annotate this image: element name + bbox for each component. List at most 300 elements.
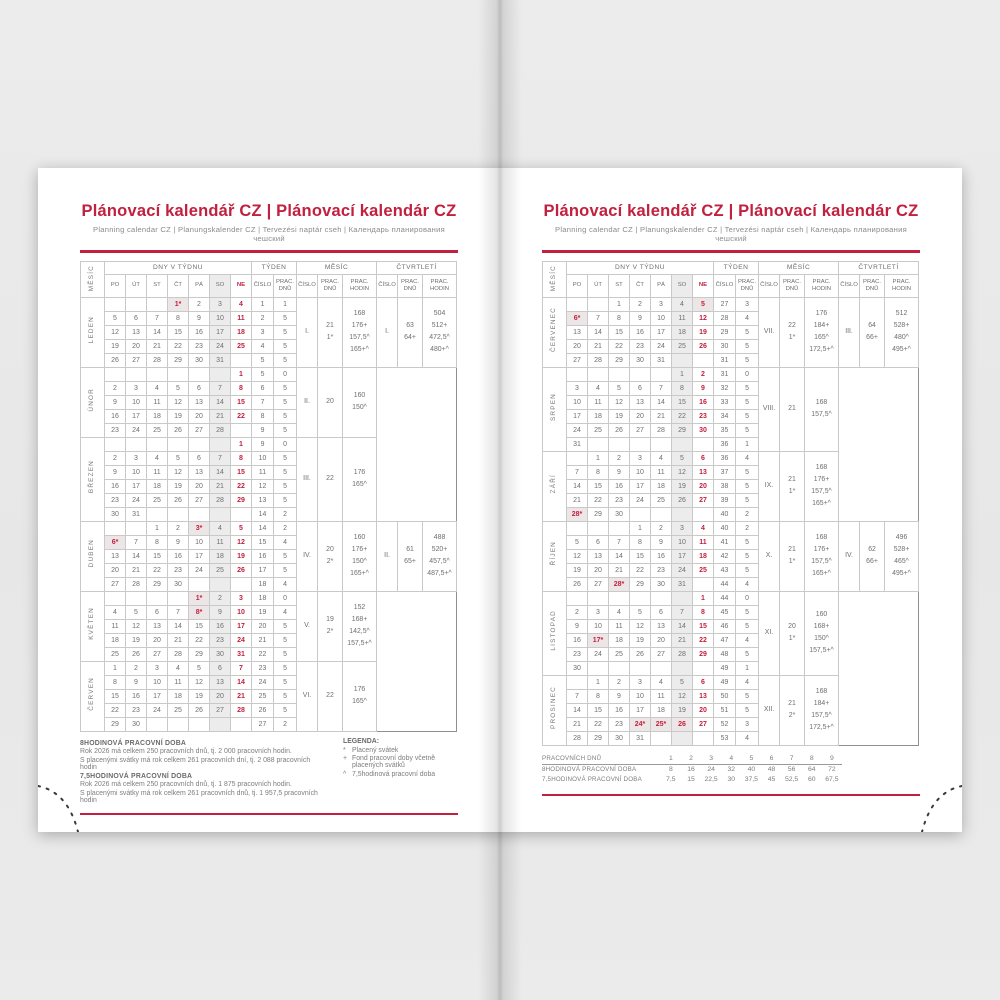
- value-line: 168: [815, 533, 828, 541]
- right-page: [500, 168, 962, 832]
- empty-day-cell: [168, 717, 189, 731]
- value-line: 157,5^: [811, 488, 832, 496]
- day-cell: 2: [651, 521, 672, 535]
- week-workdays-cell: 4: [736, 311, 759, 325]
- value-line: 2*: [326, 628, 334, 636]
- day-cell: 30: [609, 731, 630, 745]
- week-row: [543, 703, 919, 717]
- week-number-cell: 18: [252, 591, 274, 605]
- day-cell: 20: [567, 339, 588, 353]
- month-hours-cell: [805, 451, 839, 521]
- day-cell: 23: [693, 409, 714, 423]
- empty-day-cell: [567, 367, 588, 381]
- page-subtitle: Planning calendar CZ | Planungskalender CZ | Tervezési naptár cseh | Календарь планирования чешский: [555, 225, 907, 243]
- week-workdays-cell: 5: [274, 409, 297, 423]
- day-cell: 5: [231, 521, 252, 535]
- value-line: 150^: [352, 404, 367, 412]
- day-cell: 28*: [609, 577, 630, 591]
- empty-day-cell: [567, 675, 588, 689]
- empty-day-cell: [693, 437, 714, 451]
- day-cell: 13: [693, 465, 714, 479]
- day-cell: 6: [210, 661, 231, 675]
- month-number-cell: I.: [297, 297, 318, 367]
- work-time-note: [80, 738, 456, 804]
- value-line: 157,5+^: [347, 640, 372, 648]
- week-number-cell: 41: [714, 535, 736, 549]
- day-name-header: ČT: [630, 274, 651, 297]
- week-number-cell: 4: [252, 339, 274, 353]
- header-row-groups: [543, 261, 919, 274]
- day-cell: 5: [189, 661, 210, 675]
- value-line: 2*: [788, 712, 796, 720]
- month-block: [543, 675, 919, 745]
- day-cell: 23: [105, 423, 126, 437]
- value-line: 62: [868, 546, 876, 554]
- month-name-cell: [81, 521, 105, 591]
- month-block: [543, 367, 919, 451]
- month-name: ČERVENEC: [550, 307, 558, 353]
- week-number-cell: 29: [714, 325, 736, 339]
- value-line: 22: [326, 475, 334, 483]
- quarter-number-header: ČÍSLO: [839, 274, 860, 297]
- day-cell: 9: [630, 311, 651, 325]
- week-workdays-cell: 5: [736, 605, 759, 619]
- week-number-cell: 38: [714, 479, 736, 493]
- day-cell: 6*: [105, 535, 126, 549]
- value-line: 150^: [814, 635, 829, 643]
- month-block: [543, 451, 919, 521]
- week-row: [81, 619, 457, 633]
- day-cell: 3*: [189, 521, 210, 535]
- week-number-cell: 49: [714, 661, 736, 675]
- month-name-cell: [543, 521, 567, 591]
- value-line: 184+: [813, 700, 830, 708]
- day-cell: 10: [147, 675, 168, 689]
- week-row: [81, 507, 457, 521]
- day-cell: 3: [126, 451, 147, 465]
- day-cell: 30: [126, 717, 147, 731]
- week-workdays-cell: 5: [736, 689, 759, 703]
- value-line: 160: [353, 392, 366, 400]
- value-line: 20: [326, 546, 334, 554]
- day-cell: 31: [672, 577, 693, 591]
- value-line: 176: [815, 309, 828, 317]
- day-cell: 12: [105, 325, 126, 339]
- empty-day-cell: [147, 717, 168, 731]
- empty-day-cell: [693, 661, 714, 675]
- day-cell: 17: [147, 689, 168, 703]
- empty-day-cell: [168, 507, 189, 521]
- empty-day-cell: [567, 297, 588, 311]
- mini-value-cell: 72: [828, 766, 836, 774]
- week-number-cell: 5: [252, 353, 274, 367]
- day-cell: 22: [588, 717, 609, 731]
- week-row: [543, 465, 919, 479]
- empty-day-cell: [588, 661, 609, 675]
- month-workdays-cell: [780, 675, 805, 745]
- day-cell: 23: [105, 493, 126, 507]
- day-cell: 25: [588, 423, 609, 437]
- day-cell: 18: [651, 703, 672, 717]
- value-line: 21: [326, 322, 334, 330]
- week-number-cell: 1: [252, 297, 274, 311]
- mini-value-cell: 60: [807, 776, 816, 784]
- month-hours-cell: [805, 675, 839, 745]
- day-cell: 24: [588, 647, 609, 661]
- week-number-cell: 37: [714, 465, 736, 479]
- work-time-line: S placenými svátky má rok celkem 261 pracovních dnů, tj. 1 957,5 pracovních hodin: [80, 789, 318, 804]
- value-line: 21: [788, 476, 796, 484]
- week-workdays-cell: 3: [736, 717, 759, 731]
- day-cell: 16: [567, 633, 588, 647]
- day-cell: 4: [651, 451, 672, 465]
- day-cell: 16: [126, 689, 147, 703]
- title-rule: [80, 250, 458, 253]
- week-number-cell: 35: [714, 423, 736, 437]
- day-cell: 20: [126, 339, 147, 353]
- mesic-column-header: [81, 261, 105, 297]
- month-workdays-header: PRAC. DNŮ: [780, 274, 805, 297]
- day-cell: 29: [588, 507, 609, 521]
- day-cell: 12: [567, 549, 588, 563]
- day-cell: 24*: [630, 717, 651, 731]
- week-number-cell: 12: [252, 479, 274, 493]
- month-number-cell: IX.: [759, 451, 780, 521]
- day-cell: 20: [630, 409, 651, 423]
- day-cell: 29: [630, 577, 651, 591]
- day-cell: 2: [168, 521, 189, 535]
- work-time-text: [80, 738, 325, 804]
- value-line: 168+: [351, 616, 368, 624]
- week-number-cell: 17: [252, 563, 274, 577]
- day-cell: 12: [168, 465, 189, 479]
- empty-day-cell: [672, 731, 693, 745]
- week-number-cell: 19: [252, 605, 274, 619]
- empty-day-cell: [567, 591, 588, 605]
- day-cell: 13: [147, 619, 168, 633]
- week-number-cell: 10: [252, 451, 274, 465]
- week-row: [543, 423, 919, 437]
- value-line: 165^: [352, 481, 367, 489]
- day-cell: 4: [672, 297, 693, 311]
- month-name-cell: [543, 367, 567, 451]
- value-line: 168: [815, 399, 828, 407]
- day-cell: 31: [651, 353, 672, 367]
- day-cell: 25: [147, 423, 168, 437]
- day-cell: 25: [231, 339, 252, 353]
- day-cell: 30: [630, 353, 651, 367]
- day-cell: 26: [609, 423, 630, 437]
- empty-day-cell: [630, 661, 651, 675]
- day-cell: 28: [567, 731, 588, 745]
- empty-day-cell: [231, 423, 252, 437]
- day-cell: 8: [105, 675, 126, 689]
- legend-text: Fond pracovní doby včetně placených svátků: [352, 755, 436, 770]
- value-line: 1*: [326, 334, 334, 342]
- day-cell: 5: [126, 605, 147, 619]
- week-workdays-cell: 5: [736, 353, 759, 367]
- empty-day-cell: [693, 353, 714, 367]
- day-cell: 7: [231, 661, 252, 675]
- month-group-header: MĚSÍC: [759, 261, 839, 274]
- bottom-rule: [542, 794, 920, 796]
- open-planner: [38, 168, 962, 832]
- day-cell: 16: [189, 325, 210, 339]
- day-cell: 17: [126, 479, 147, 493]
- day-cell: 3: [651, 297, 672, 311]
- week-number-cell: 22: [252, 647, 274, 661]
- day-cell: 3: [630, 675, 651, 689]
- week-workdays-cell: 5: [274, 311, 297, 325]
- value-line: 66+: [866, 558, 878, 566]
- empty-day-cell: [126, 367, 147, 381]
- day-cell: 1: [588, 451, 609, 465]
- day-cell: 8*: [189, 605, 210, 619]
- day-cell: 18: [672, 325, 693, 339]
- mini-value-cell: 56: [787, 766, 796, 774]
- day-cell: 24: [147, 703, 168, 717]
- day-cell: 15: [693, 619, 714, 633]
- week-workdays-cell: 5: [274, 325, 297, 339]
- week-number-cell: 5: [252, 367, 274, 381]
- month-number-cell: VII.: [759, 297, 780, 367]
- week-row: [81, 661, 457, 675]
- day-name-header: ÚT: [126, 274, 147, 297]
- day-cell: 14: [168, 619, 189, 633]
- day-cell: 9: [105, 465, 126, 479]
- week-row: [543, 591, 919, 605]
- workdays-hours-table: [542, 754, 842, 785]
- week-number-cell: 16: [252, 549, 274, 563]
- week-number-cell: 6: [252, 381, 274, 395]
- quarter-workdays-cell: [860, 521, 885, 591]
- day-cell: 14: [609, 549, 630, 563]
- value-line: 165^: [352, 698, 367, 706]
- empty-day-cell: [609, 591, 630, 605]
- week-number-cell: 18: [252, 577, 274, 591]
- day-cell: 2: [693, 367, 714, 381]
- day-cell: 12: [231, 535, 252, 549]
- week-row: [81, 521, 457, 535]
- day-cell: 29: [693, 647, 714, 661]
- week-workdays-cell: 4: [274, 577, 297, 591]
- mini-value-cell: 8: [668, 766, 673, 774]
- week-workdays-cell: 1: [274, 297, 297, 311]
- empty-day-cell: [651, 591, 672, 605]
- day-cell: 22: [588, 493, 609, 507]
- month-name-cell: [543, 591, 567, 675]
- day-cell: 27: [567, 353, 588, 367]
- day-cell: 23: [210, 633, 231, 647]
- month-workdays-cell: [780, 451, 805, 521]
- day-cell: 2: [210, 591, 231, 605]
- empty-day-cell: [126, 521, 147, 535]
- empty-day-cell: [189, 577, 210, 591]
- week-row: [543, 395, 919, 409]
- week-row: [543, 717, 919, 731]
- value-line: 157,5^: [811, 411, 832, 419]
- day-cell: 9: [609, 465, 630, 479]
- value-line: 1*: [788, 488, 796, 496]
- days-group-header: DNY V TÝDNU: [567, 261, 714, 274]
- day-cell: 20: [210, 689, 231, 703]
- week-workdays-cell: 5: [274, 675, 297, 689]
- week-number-cell: 49: [714, 675, 736, 689]
- empty-day-cell: [168, 591, 189, 605]
- day-cell: 21: [231, 689, 252, 703]
- mesic-column-label: MĚSÍC: [550, 264, 558, 292]
- day-cell: 5: [672, 675, 693, 689]
- day-cell: 28: [672, 647, 693, 661]
- week-row: [81, 591, 457, 605]
- week-number-cell: 40: [714, 507, 736, 521]
- empty-day-cell: [672, 437, 693, 451]
- week-row: [543, 437, 919, 451]
- value-line: 487,5+^: [427, 570, 452, 578]
- day-cell: 27: [189, 493, 210, 507]
- day-cell: 17: [672, 549, 693, 563]
- day-cell: 26: [630, 647, 651, 661]
- month-workdays-cell: [780, 521, 805, 591]
- day-cell: 23: [567, 647, 588, 661]
- day-cell: 15: [231, 465, 252, 479]
- empty-day-cell: [189, 437, 210, 451]
- week-number-cell: 27: [252, 717, 274, 731]
- week-row: [543, 689, 919, 703]
- day-cell: 8: [672, 381, 693, 395]
- day-cell: 25: [609, 647, 630, 661]
- week-number-cell: 14: [252, 507, 274, 521]
- day-cell: 23: [609, 717, 630, 731]
- value-line: 157,5^: [811, 558, 832, 566]
- value-line: 22: [788, 322, 796, 330]
- week-number-cell: 25: [252, 689, 274, 703]
- day-cell: 27: [147, 647, 168, 661]
- day-cell: 23: [651, 563, 672, 577]
- day-cell: 11: [651, 465, 672, 479]
- day-cell: 24: [231, 633, 252, 647]
- empty-day-cell: [567, 521, 588, 535]
- day-cell: 25: [168, 703, 189, 717]
- empty-day-cell: [693, 731, 714, 745]
- month-name: PROSINEC: [550, 686, 558, 730]
- quarter-workdays-header: PRAC. DNŮ: [398, 274, 423, 297]
- day-cell: 10: [630, 465, 651, 479]
- quarter-workdays-header: PRAC. DNŮ: [860, 274, 885, 297]
- day-cell: 2: [105, 451, 126, 465]
- day-cell: 30: [609, 507, 630, 521]
- day-cell: 21: [672, 633, 693, 647]
- quarter-hours-cell: [423, 297, 457, 367]
- week-workdays-cell: 5: [736, 493, 759, 507]
- day-cell: 27: [210, 703, 231, 717]
- month-name-cell: [543, 297, 567, 367]
- mini-value-cell: 24: [707, 766, 715, 774]
- day-cell: 5: [693, 297, 714, 311]
- day-cell: 21: [210, 409, 231, 423]
- day-cell: 19: [672, 703, 693, 717]
- week-workdays-header: PRAC. DNŮ: [274, 274, 297, 297]
- day-cell: 14: [210, 395, 231, 409]
- mini-value-cell: 45: [767, 776, 776, 784]
- day-cell: 1: [693, 591, 714, 605]
- week-number-cell: 3: [252, 325, 274, 339]
- week-workdays-cell: 5: [736, 395, 759, 409]
- empty-day-cell: [210, 507, 231, 521]
- value-line: 168: [815, 687, 828, 695]
- day-cell: 28: [168, 647, 189, 661]
- day-cell: 4: [231, 297, 252, 311]
- empty-day-cell: [147, 437, 168, 451]
- week-workdays-cell: 5: [274, 381, 297, 395]
- month-name: LISTOPAD: [550, 610, 558, 651]
- empty-day-cell: [672, 353, 693, 367]
- month-number-cell: V.: [297, 591, 318, 661]
- day-cell: 11: [105, 619, 126, 633]
- day-cell: 14: [672, 619, 693, 633]
- day-cell: 28: [588, 353, 609, 367]
- week-row: [81, 633, 457, 647]
- day-cell: 11: [693, 535, 714, 549]
- value-line: 64: [868, 322, 876, 330]
- day-cell: 28: [147, 353, 168, 367]
- mini-value-cell: 3: [701, 754, 721, 765]
- day-cell: 16: [609, 703, 630, 717]
- month-block: [81, 297, 457, 367]
- empty-day-cell: [231, 717, 252, 731]
- week-number-cell: 36: [714, 451, 736, 465]
- day-cell: 2: [609, 451, 630, 465]
- day-cell: 27: [630, 423, 651, 437]
- value-line: 176+: [813, 476, 830, 484]
- month-block: [81, 437, 457, 521]
- week-workdays-cell: 4: [736, 731, 759, 745]
- week-number-cell: 2: [252, 311, 274, 325]
- week-row: [543, 297, 919, 311]
- empty-day-cell: [189, 507, 210, 521]
- day-cell: 6: [630, 381, 651, 395]
- week-workdays-cell: 2: [736, 507, 759, 521]
- day-cell: 2: [630, 297, 651, 311]
- day-cell: 16: [210, 619, 231, 633]
- day-name-header: SO: [672, 274, 693, 297]
- day-cell: 11: [210, 535, 231, 549]
- day-cell: 20: [105, 563, 126, 577]
- value-line: 165+^: [812, 500, 831, 508]
- day-cell: 16: [105, 409, 126, 423]
- empty-day-cell: [609, 437, 630, 451]
- day-cell: 28: [651, 423, 672, 437]
- empty-day-cell: [588, 437, 609, 451]
- month-name: BŘEZEN: [88, 460, 96, 494]
- day-cell: 9: [105, 395, 126, 409]
- week-row: [81, 689, 457, 703]
- day-cell: 24: [630, 493, 651, 507]
- day-cell: 26: [567, 577, 588, 591]
- empty-day-cell: [126, 591, 147, 605]
- value-line: 160: [815, 610, 828, 618]
- empty-day-cell: [147, 591, 168, 605]
- day-cell: 20: [588, 563, 609, 577]
- day-cell: 18: [231, 325, 252, 339]
- day-cell: 19: [126, 633, 147, 647]
- week-number-cell: 8: [252, 409, 274, 423]
- value-line: 480+^: [430, 346, 449, 354]
- value-line: 165+^: [812, 570, 831, 578]
- value-line: 150^: [352, 558, 367, 566]
- day-cell: 31: [126, 507, 147, 521]
- day-cell: 14: [147, 325, 168, 339]
